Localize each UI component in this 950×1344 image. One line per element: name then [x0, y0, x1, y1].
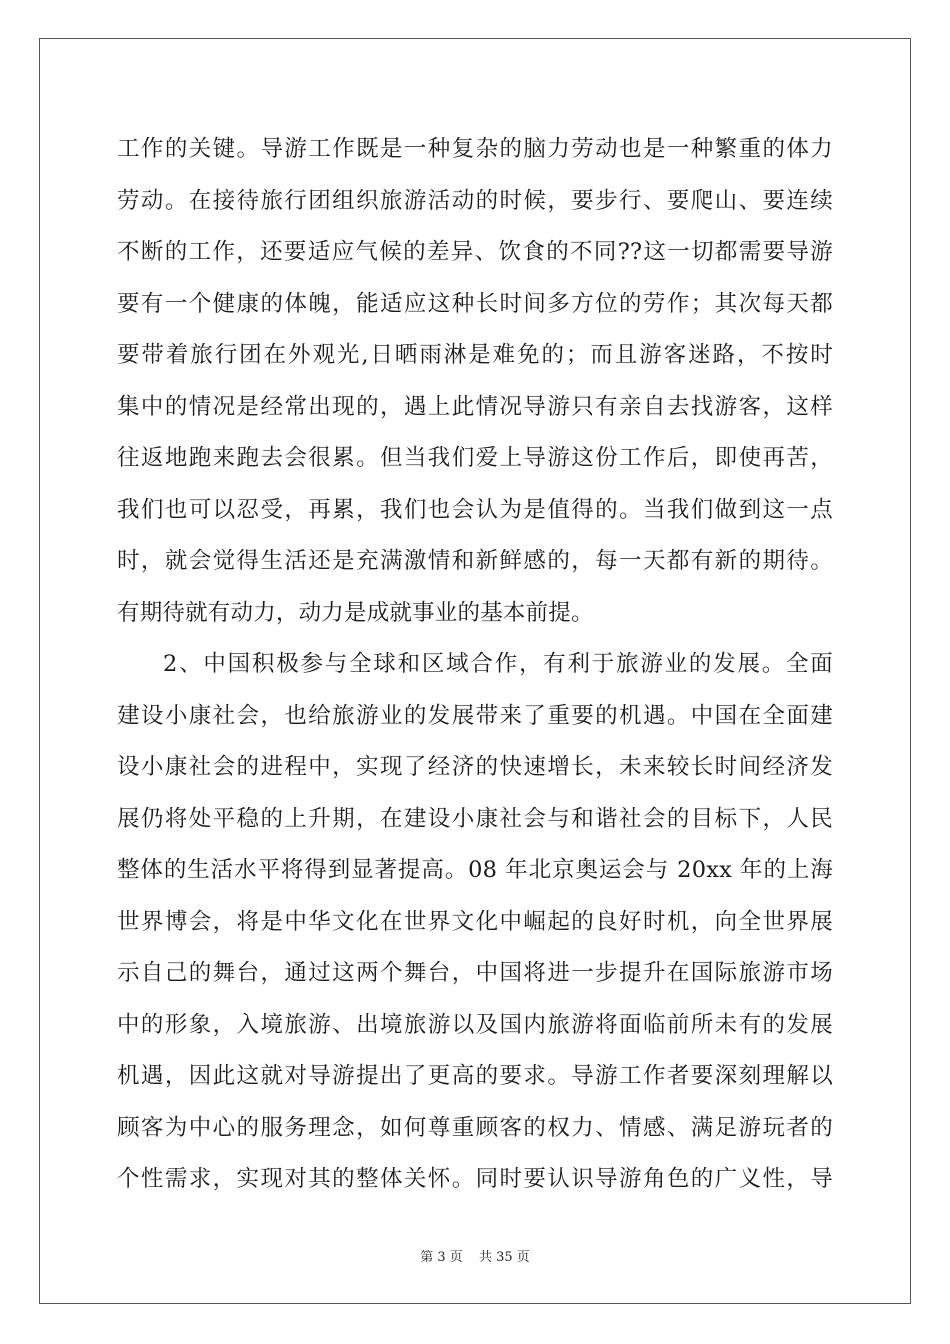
page-footer: [0, 1246, 950, 1265]
text-line: 世界博会，将是中华文化在世界文化中崛起的良好时机，向全世界展: [117, 908, 833, 935]
paragraph-start-line: 2、中国积极参与全球和区域合作，有利于旅游业的发展。全面: [163, 651, 833, 677]
text-line: 往返地跑来跑去会很累。但当我们爱上导游这份工作后，即使再苦，: [117, 445, 833, 471]
text-line: 集中的情况是经常出现的，遇上此情况导游只有亲自去找游客，这样: [117, 393, 833, 420]
text-line: 中的形象，入境旅游、出境旅游以及国内旅游将面临前所未有的发展: [117, 1011, 833, 1038]
text-line: 机遇，因此这就对导游提出了更高的要求。导游工作者要深刻理解以: [117, 1063, 833, 1089]
text-line: 顾客为中心的服务理念，如何尊重顾客的权力、情感、满足游玩者的: [117, 1114, 833, 1141]
text-line: 要带着旅行团在外观光,日晒雨淋是难免的；而且游客迷路，不按时: [117, 342, 833, 368]
text-line: 示自己的舞台，通过这两个舞台，中国将进一步提升在国际旅游市场: [117, 960, 833, 986]
text-line: 建设小康社会，也给旅游业的发展带来了重要的机遇。中国在全面建: [117, 702, 833, 729]
paragraph-end-line: 有期待就有动力，动力是成就事业的基本前提。: [117, 599, 594, 626]
text-line: 我们也可以忍受，再累，我们也会认为是值得的。当我们做到这一点: [117, 496, 833, 523]
text-line: 要有一个健康的体魄，能适应这种长时间多方位的劳作；其次每天都: [117, 290, 833, 317]
text-line: 不断的工作，还要适应气候的差异、饮食的不同??这一切都需要导游: [117, 239, 833, 265]
text-line: 展仍将处平稳的上升期，在建设小康社会与和谐社会的目标下，人民: [117, 805, 833, 832]
text-line: 工作的关键。导游工作既是一种复杂的脑力劳动也是一种繁重的体力: [117, 136, 833, 162]
text-line: 设小康社会的进程中，实现了经济的快速增长，未来较长时间经济发: [117, 754, 833, 780]
text-line: 个性需求，实现对其的整体关怀。同时要认识导游角色的广义性，导: [117, 1166, 833, 1192]
page-number: 第 3 页: [420, 1250, 463, 1265]
text-line: 劳动。在接待旅行团组织旅游活动的时候，要步行、要爬山、要连续: [117, 187, 833, 214]
page-total: 共 35 页: [478, 1250, 530, 1265]
text-line: 整体的生活水平将得到显著提高。08 年北京奥运会与 20xx 年的上海: [117, 857, 833, 883]
text-line: 时，就会觉得生活还是充满激情和新鲜感的，每一天都有新的期待。: [117, 548, 833, 574]
document-body: [117, 124, 833, 1206]
